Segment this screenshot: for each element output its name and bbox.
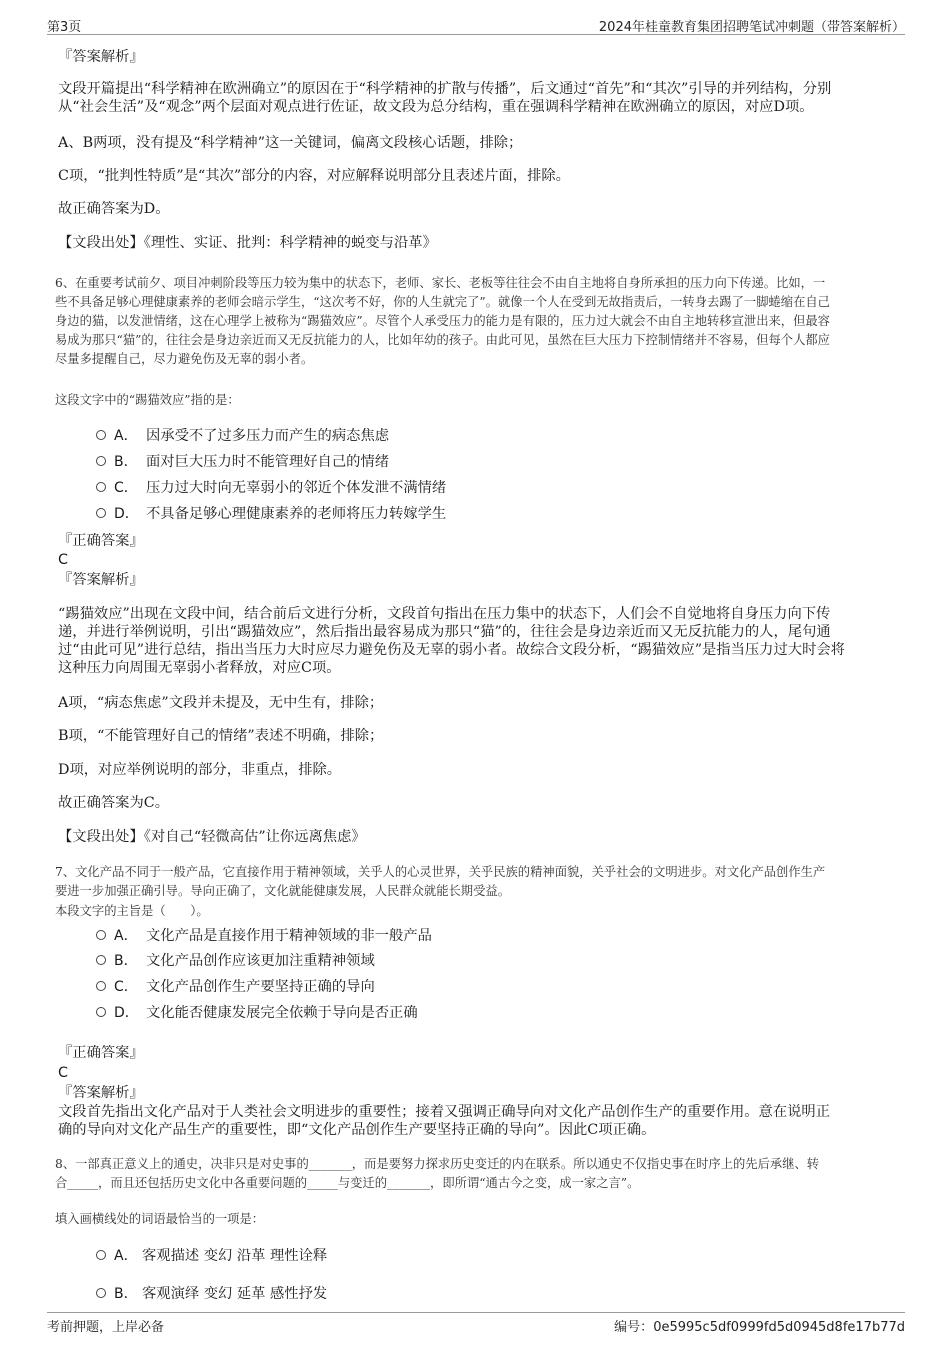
radio-button[interactable]	[96, 981, 106, 991]
option-text: 不具备足够心理健康素养的老师将压力转嫁学生	[146, 506, 447, 522]
q6-question: 这段文字中的“踢猫效应”指的是：	[55, 393, 240, 407]
option-text: 文化产品创作应该更加注重精神领域	[146, 953, 375, 969]
analysis-line: 过“由此可见”进行总结，指出当压力大时应尽力避免伤及无辜的弱小者。故综合文段分析，“踢猫效应”是指当压力过大时会将	[58, 642, 845, 658]
q5-analysis-text	[58, 80, 831, 116]
stem-line: 8、一部真正意义上的通史，决非只是对史事的_______，而是要努力探求历史变迁的内在联系。所以通史不仅指史事在时序上的先后承继、转	[55, 1157, 820, 1171]
option-key: C．	[114, 480, 138, 496]
stem-line: 合_____，而且还包括历史文化中各重要问题的_____与变迁的_______，即所谓“通古今之变，成一家之言”。	[55, 1176, 640, 1190]
q7-correct-answer: C	[58, 1065, 68, 1081]
document-code	[614, 1316, 905, 1335]
stem-line: 7、文化产品不同于一般产品，它直接作用于精神领域，关乎人的心灵世界，关乎民族的精神面貌，关乎社会的文明进步。对文化产品创作生产	[55, 865, 826, 879]
option-text: 文化产品是直接作用于精神领域的非一般产品	[146, 928, 432, 944]
stem-line: 身边的猫，以发泄情绪，这在心理学上被称为“踢猫效应”。尽管个人承受压力的能力是有限的，压力过大就会不由自主地转移宣泄出来，但最容	[55, 314, 830, 328]
option-text: 压力过大时向无辜弱小的邻近个体发泄不满情绪	[146, 480, 447, 496]
option-text: 面对巨大压力时不能管理好自己的情绪	[146, 454, 390, 470]
radio-button[interactable]	[96, 955, 106, 965]
radio-button[interactable]	[96, 1007, 106, 1017]
option-key: B．	[114, 1286, 138, 1302]
q6-source: 【文段出处】《对自己“轻微高估”让你远离焦虑》	[58, 829, 366, 845]
q7-correct-label: 『正确答案』	[58, 1045, 144, 1061]
q8-stem	[55, 1155, 819, 1193]
q6-stem	[55, 274, 830, 369]
code-value: 0e5995c5df0999fd5d0945d8fe17b77d	[653, 1320, 905, 1335]
option-text: 文化产品创作生产要坚持正确的导向	[146, 979, 375, 995]
option-text: 客观演绎 变幻 延革 感性抒发	[142, 1286, 328, 1302]
q6-correct-label: 『正确答案』	[58, 533, 144, 549]
analysis-line: 确的导向对文化产品生产的重要性，即“文化产品创作生产要坚持正确的导向”。因此C项正确。	[58, 1122, 656, 1138]
option-key: A．	[114, 1248, 138, 1264]
analysis-line: 文段首先指出文化产品对于人类社会文明进步的重要性；接着又强调正确导向对文化产品创作生产的重要作用。意在说明正	[58, 1104, 831, 1120]
radio-button[interactable]	[96, 1288, 106, 1298]
option-text: 文化能否健康发展完全依赖于导向是否正确	[146, 1005, 418, 1021]
analysis-line: 这种压力向周围无辜弱小者释放，对应C项。	[58, 660, 341, 676]
q6-exclusion-a: A项，“病态焦虑”文段并未提及，无中生有，排除；	[58, 695, 384, 711]
radio-button[interactable]	[96, 430, 106, 440]
q8-question: 填入画横线处的词语最恰当的一项是：	[55, 1212, 265, 1226]
q5-analysis-label: 『答案解析』	[58, 49, 144, 65]
q5-source: 【文段出处】《理性、实证、批判：科学精神的蜕变与沿革》	[58, 235, 437, 251]
q5-exclusion-c: C项，“批判性特质”是“其次”部分的内容，对应解释说明部分且表述片面，排除。	[58, 168, 570, 184]
analysis-line: 从“社会生活”及“观念”两个层面对观点进行佐证，故文段为总分结构，重在强调科学精神在欧洲确立的原因，对应D项。	[58, 99, 814, 115]
q6-analysis-text	[58, 605, 845, 677]
q6-correct-answer: C	[58, 552, 68, 568]
analysis-line: 文段开篇提出“科学精神在欧洲确立”的原因在于“科学精神的扩散与传播”，后文通过“首先”和“其次”引导的并列结构，分别	[58, 81, 832, 97]
radio-button[interactable]	[96, 1250, 106, 1260]
page-footer	[47, 1312, 905, 1335]
option-text: 客观描述 变幻 沿革 理性诠释	[142, 1248, 328, 1264]
q7-question: 本段文字的主旨是（ ）。	[55, 904, 209, 918]
q6-exclusion-d: D项，对应举例说明的部分，非重点，排除。	[58, 762, 342, 778]
stem-line: 6、在重要考试前夕、项目冲刺阶段等压力较为集中的状态下，老师、家长、老板等往往会不由自主地将自身所承担的压力向下传递。比如，一	[55, 276, 826, 290]
radio-button[interactable]	[96, 456, 106, 466]
q5-exclusion-ab: A、B两项，没有提及“科学精神”这一关键词，偏离文段核心话题，排除；	[58, 135, 523, 151]
analysis-line: 递，并进行举例说明，引出“踢猫效应”，然后指出最容易成为那只“猫”的，往往会是身边亲近而又无反抗能力的人，尾句通	[58, 624, 831, 640]
radio-button[interactable]	[96, 508, 106, 518]
option-key: B．	[114, 454, 138, 470]
option-key: D．	[114, 1005, 139, 1021]
q7-stem	[55, 863, 825, 901]
stem-line: 尽量多提醒自己，尽力避免伤及无辜的弱小者。	[55, 352, 314, 366]
document-title: 2024年桂童教育集团招聘笔试冲刺题（带答案解析）	[598, 20, 905, 35]
stem-line: 些不具备足够心理健康素养的老师会暗示学生，“这次考不好，你的人生就完了”。就像一个人在受到无故指责后，一转身去踢了一脚蜷缩在自己	[55, 295, 830, 309]
stem-line: 易成为那只“猫”的，往往会是身边亲近而又无反抗能力的人，比如年幼的孩子。由此可见，虽然在巨大压力下控制情绪并不容易，但每个人都应	[55, 333, 830, 347]
q7-analysis-text	[58, 1103, 830, 1139]
option-key: A．	[114, 928, 138, 944]
stem-line: 要进一步加强正确引导。导向正确了，文化就能健康发展，人民群众就能长期受益。	[55, 884, 510, 898]
q6-conclusion: 故正确答案为C。	[58, 795, 170, 811]
option-text: 因承受不了过多压力而产生的病态焦虑	[146, 428, 390, 444]
page-header	[47, 12, 905, 35]
option-key: C．	[114, 979, 138, 995]
q7-analysis-label: 『答案解析』	[58, 1085, 144, 1101]
q6-analysis-label: 『答案解析』	[58, 572, 144, 588]
q5-conclusion: 故正确答案为D。	[58, 201, 170, 217]
option-key: D．	[114, 506, 139, 522]
footer-slogan: 考前押题，上岸必备	[47, 1320, 165, 1335]
q6-exclusion-b: B项，“不能管理好自己的情绪”表述不明确，排除；	[58, 728, 384, 744]
page-number: 第3页	[47, 20, 82, 35]
radio-button[interactable]	[96, 482, 106, 492]
option-key: B．	[114, 953, 138, 969]
analysis-line: “踢猫效应”出现在文段中间，结合前后文进行分析，文段首句指出在压力集中的状态下，人们会不自觉地将自身压力向下传	[58, 606, 831, 622]
radio-button[interactable]	[96, 930, 106, 940]
option-key: A．	[114, 428, 138, 444]
code-label: 编号：	[614, 1320, 654, 1335]
